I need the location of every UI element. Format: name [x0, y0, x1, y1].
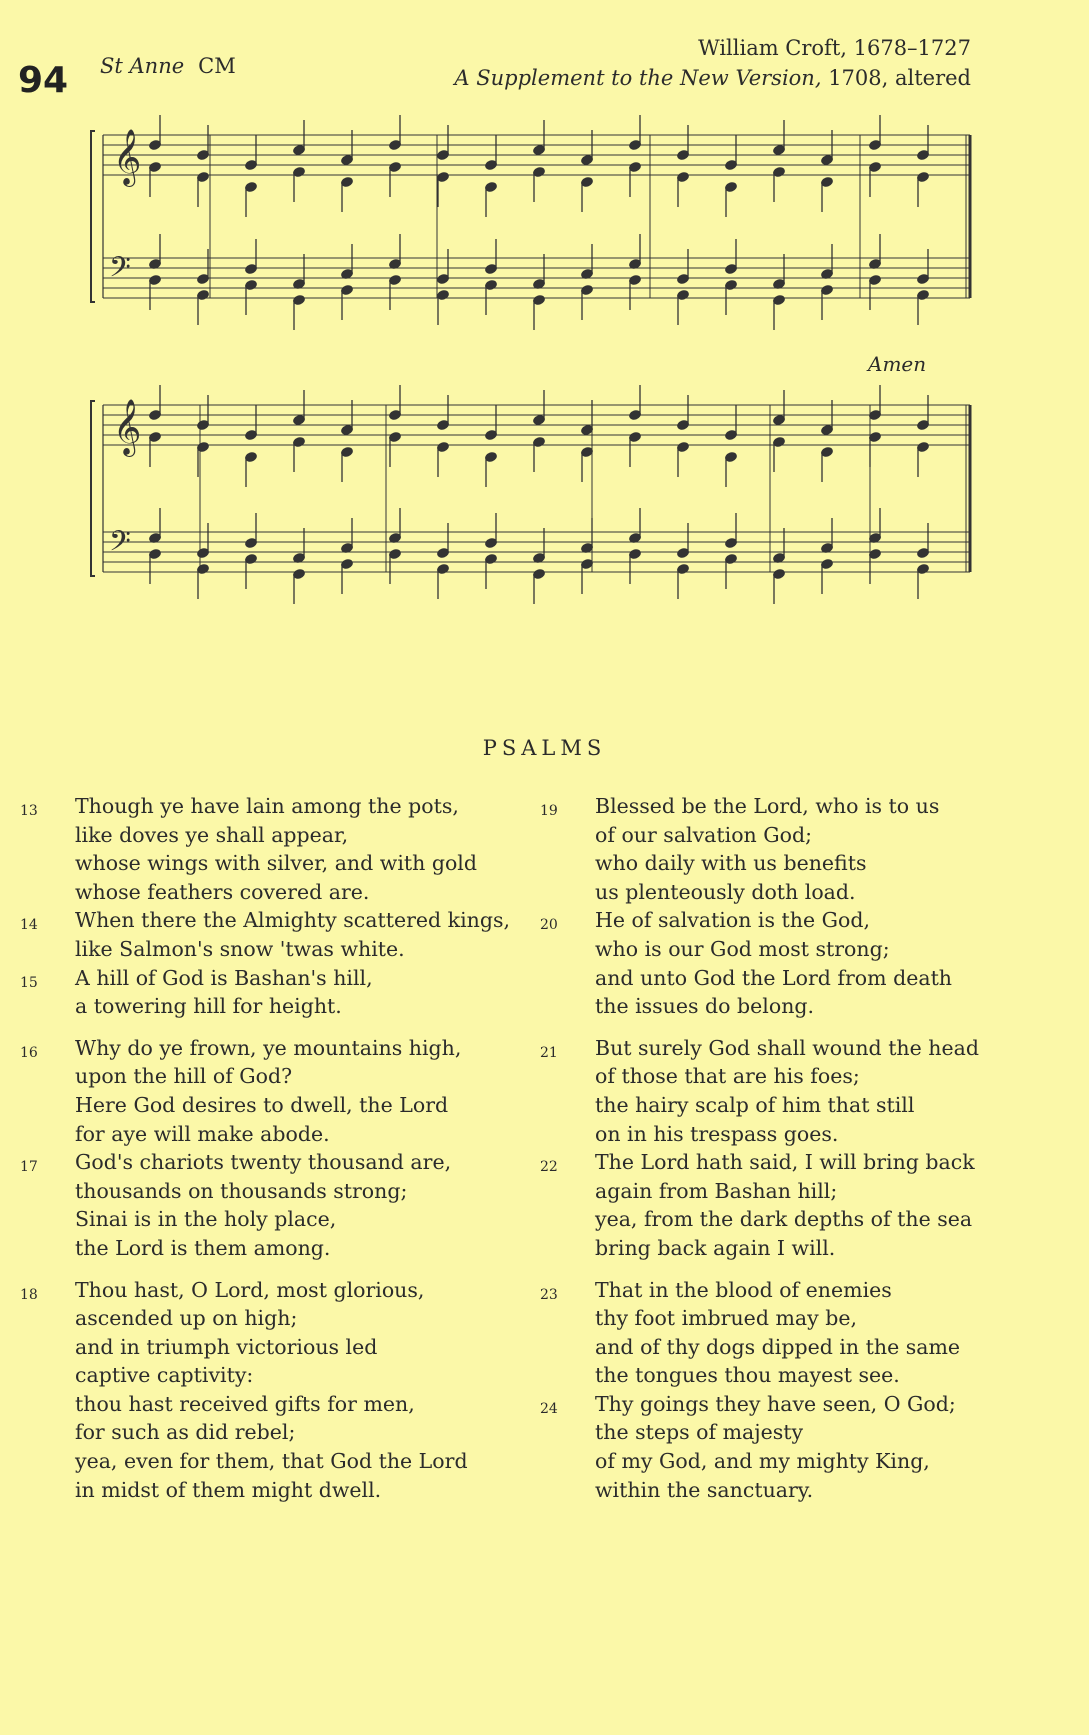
verse — [540, 1034, 1060, 1148]
verse-line: a towering hill for height. — [75, 994, 342, 1019]
verse-line: and of thy dogs dipped in the same — [595, 1334, 961, 1359]
verse-number: 22 — [540, 1159, 558, 1176]
verse-line: the Lord is them among. — [75, 1235, 331, 1260]
verse-line: captive captivity: — [75, 1363, 254, 1388]
verse-line: upon the hill of God? — [75, 1064, 293, 1089]
verse-line: the steps of majesty — [595, 1420, 804, 1445]
verse-line: of my God, and my mighty King, — [595, 1449, 930, 1474]
verse-number: 20 — [540, 917, 558, 934]
verse — [540, 1148, 1060, 1262]
verse — [540, 906, 1060, 1020]
verse — [540, 1276, 1060, 1390]
verse — [540, 1390, 1060, 1504]
verse-line: Though ye have lain among the pots, — [75, 794, 459, 818]
verse-line: whose feathers covered are. — [75, 879, 370, 904]
verse — [540, 792, 1060, 906]
verse-number: 18 — [20, 1286, 38, 1303]
verse-line: But surely God shall wound the head — [595, 1035, 979, 1060]
verse-line: When there the Almighty scattered kings, — [75, 908, 510, 933]
verse — [20, 1148, 530, 1262]
verse-line: the tongues thou mayest see. — [595, 1363, 900, 1388]
verse-number: 23 — [540, 1286, 558, 1303]
verse-number: 14 — [20, 917, 38, 934]
verse-line: thousands on thousands strong; — [75, 1178, 408, 1203]
verse — [20, 906, 530, 963]
verse-line: in midst of them might dwell. — [75, 1477, 382, 1502]
amen-label: Amen — [868, 352, 927, 376]
verse — [20, 1034, 530, 1148]
verse-line: bring back again I will. — [595, 1235, 836, 1260]
svg-text:𝄢: 𝄢 — [109, 251, 131, 291]
verse-number: 16 — [20, 1044, 38, 1061]
verse-line: That in the blood of enemies — [595, 1277, 892, 1302]
hymn-number: 94 — [18, 60, 69, 101]
verses-left-column — [20, 792, 530, 1504]
meter: CM — [198, 54, 236, 78]
verse-number: 21 — [540, 1044, 558, 1061]
verses-right-column — [540, 792, 1060, 1504]
verse-line: The Lord hath said, I will bring back — [595, 1150, 975, 1175]
verse-line: and in triumph victorious led — [75, 1334, 378, 1359]
verse-line: who is our God most strong; — [595, 936, 890, 961]
source-title: A Supplement to the New Version, — [454, 66, 822, 90]
verse-line: and unto God the Lord from death — [595, 965, 953, 990]
verse-number: 13 — [20, 803, 38, 819]
music-score — [0, 0, 1089, 640]
verse-line: again from Bashan hill; — [595, 1178, 838, 1203]
source-detail: 1708, altered — [821, 66, 971, 90]
verse-line: whose wings with silver, and with gold — [75, 851, 477, 876]
verse-line: thy foot imbrued may be, — [595, 1306, 857, 1331]
verse-line: Why do ye frown, ye mountains high, — [75, 1035, 462, 1060]
verse-number: 24 — [540, 1400, 558, 1417]
verse-number: 15 — [20, 974, 38, 991]
verse-line: us plenteously doth load. — [595, 879, 856, 904]
verse-line: Sinai is in the holy place, — [75, 1207, 337, 1232]
verse-line: He of salvation is the God, — [595, 908, 870, 933]
verse-line: for such as did rebel; — [75, 1420, 296, 1445]
verse-line: Blessed be the Lord, who is to us — [595, 794, 940, 818]
section-title: PSALMS — [482, 736, 607, 760]
verse-line: yea, even for them, that God the Lord — [75, 1449, 468, 1474]
verse-line: on in his trespass goes. — [595, 1121, 839, 1146]
verse-line: for aye will make abode. — [75, 1121, 330, 1146]
verse-line: ascended up on high; — [75, 1306, 298, 1331]
verse-line: the hairy scalp of him that still — [595, 1092, 915, 1117]
svg-text:𝄞: 𝄞 — [113, 129, 142, 185]
composer: William Croft, 1678–1727 — [698, 36, 971, 60]
verse-line: within the sanctuary. — [595, 1477, 814, 1502]
verse-line: of our salvation God; — [595, 822, 813, 847]
verse-line: God's chariots twenty thousand are, — [75, 1150, 452, 1175]
verse-line: like Salmon's snow 'twas white. — [75, 936, 405, 961]
verse-line: Thy goings they have seen, O God; — [595, 1391, 956, 1416]
verse-line: thou hast received gifts for men, — [75, 1391, 415, 1416]
verse-number: 17 — [20, 1159, 38, 1176]
verse — [20, 792, 530, 906]
verse-line: like doves ye shall appear, — [75, 822, 349, 847]
verse-line: of those that are his foes; — [595, 1064, 860, 1089]
verse-line: A hill of God is Bashan's hill, — [75, 965, 373, 990]
tune-name: St Anne — [100, 54, 185, 78]
verse-line: Thou hast, O Lord, most glorious, — [75, 1277, 425, 1302]
verse-number: 19 — [540, 803, 558, 819]
verse — [20, 1276, 530, 1505]
verse — [20, 964, 530, 1021]
verse-line: the issues do belong. — [595, 994, 815, 1019]
verse-line: Here God desires to dwell, the Lord — [75, 1092, 449, 1117]
verse-line: who daily with us benefits — [595, 851, 867, 876]
svg-text:𝄢: 𝄢 — [109, 525, 131, 565]
svg-text:𝄞: 𝄞 — [113, 399, 142, 455]
verse-line: yea, from the dark depths of the sea — [595, 1207, 973, 1232]
